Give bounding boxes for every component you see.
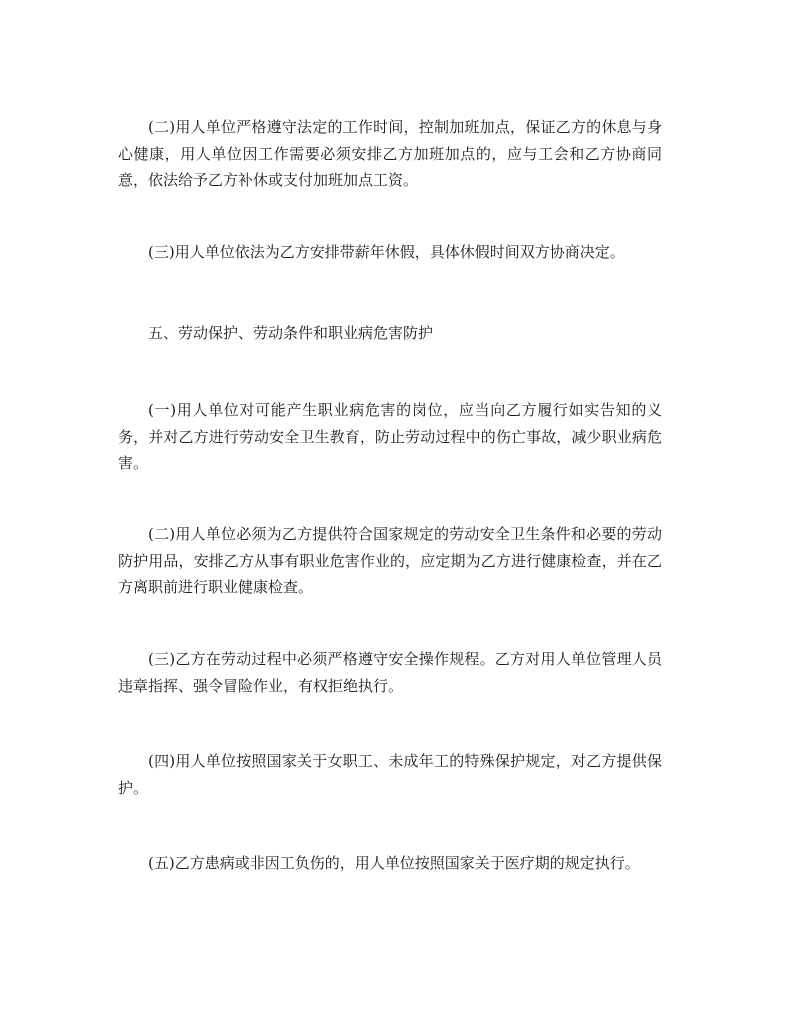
paragraph-medical-period: (五)乙方患病或非因工负伤的，用人单位按照国家关于医疗期的规定执行。 (148, 854, 640, 872)
paragraph-working-hours: (二)用人单位严格遵守法定的工作时间，控制加班加点，保证乙方的休息与身心健康，用人单位因工作需要必须安排乙方加班加点的，应与工会和乙方协商同意，依法给予乙方补休或支付加班加点工资。 (118, 118, 662, 189)
section-heading-labor-protection: 五、劳动保护、劳动条件和职业病危害防护 (148, 324, 434, 342)
paragraph-hazard-disclosure: (一)用人单位对可能产生职业病危害的岗位，应当向乙方履行如实告知的义务，并对乙方进行劳动安全卫生教育，防止劳动过程中的伤亡事故，减少职业病危害。 (118, 401, 662, 472)
paragraph-special-protection: (四)用人单位按照国家关于女职工、未成年工的特殊保护规定，对乙方提供保护。 (118, 752, 662, 797)
paragraph-safe-operation: (三)乙方在劳动过程中必须严格遵守安全操作规程。乙方对用人单位管理人员违章指挥、强令冒险作业，有权拒绝执行。 (118, 650, 662, 695)
paragraph-safety-conditions: (二)用人单位必须为乙方提供符合国家规定的劳动安全卫生条件和必要的劳动防护用品，安排乙方从事有职业危害作业的，应定期为乙方进行健康检查，并在乙方离职前进行职业健康检查。 (118, 525, 662, 596)
paragraph-annual-leave: (三)用人单位依法为乙方安排带薪年休假，具体休假时间双方协商决定。 (148, 243, 625, 261)
